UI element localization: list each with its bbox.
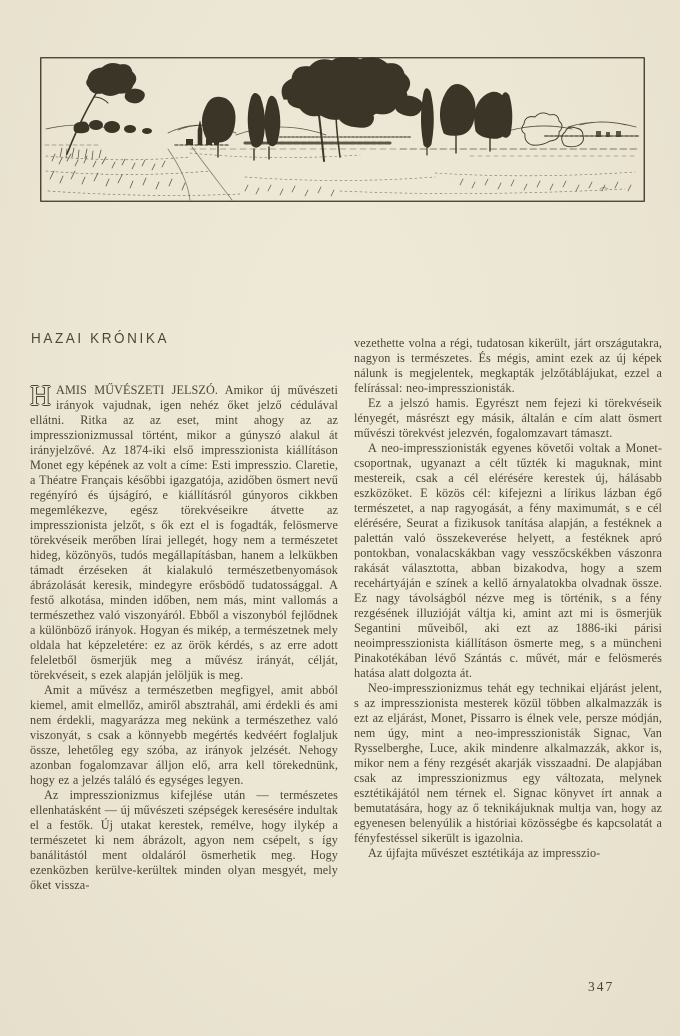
paragraph: Neo-impresszionizmus tehát egy technikai eljárást jelent, s az impresszionista mesterek közül többen alkalmazzák is ezt az eljárást, Monet, Pissarro is élnek vele, persze módján, nem úgy, mint a neo-impresszionisták Signac, Van Rysselberghe, Luce, akik mindenre alkalmazzák, akkor is, mikor nem a fény rezgését akarják visszaadni. De alapjában csak az impresszionizmus egy változata, melynek esztétikájától nem térnek el. Signac könyvet írt annak a bemutatására, hogy az ő teknikájuknak multja van, hogy az egyenesen belenyúlik a históriai közösségbe és kapcsolatát a fényfestéssel sikerült is igazolnia. [354,681,662,845]
left-tree [67,64,144,154]
drop-cap: H [30,380,52,412]
landscape-illustration [40,57,645,202]
bushes [74,120,152,134]
article-right-column [354,336,662,861]
paragraph: Amit a művész a természetben megfigyel, amit abból kiemel, amit elmellőz, amiről absztrahál, ami érdekli és ami nem érdekli, magyarázza meg nekünk a természethez való viszonyát, s csak a könnyebb megértés kedvéért foglaljuk össze, lehetőleg egy szóba, az irányok jelzését. Nehogy azonban fogalomzavar álljon elő, arra kell törekednünk, hogy ez a jelzés találó és egységes legyen. [30,683,338,787]
fields [45,143,638,156]
right-trees [422,84,512,155]
page-number: 347 [588,979,615,994]
section-title: HAZAI KRÓNIKA [31,330,170,347]
outlined-trees [522,113,584,147]
paragraph: A neo-impresszionisták egyenes követői voltak a Monet-csoportnak, ugyanazt a célt tűzték ki maguknak, mint mestereik, csak a cél elérésére kerestek új, hálásabb eszközöket. E közös cél: kifejezni a lírikus lázban égő természetet, a nap ragyogását, a fény maximumát, s e cél elérésére, Seurat a fizikusok tanítása alapján, a festéknek a palettán való összekeverése helyett, a festéknek apró pontokban, vonalacskákban vagy vesszőcskékben vászonra rakását választotta, abban bizakodva, hogy a szem recehártyáján e színek a kellő árnyalatokba olvadnak össze. Ez nagy távolságból nézve meg is történik, s a fény rezgésének illuzióját váltja ki, amint azt mi is ösmerjük Segantini műveiből, aki ezt az 1886-iki párisi neoimpresszionista kiállításon ösmerte meg, s a müncheni Pinakotékában lévő Szántás c. művét, már e felösmerés hatása alatt dolgozta át. [354,441,662,680]
paragraph-text: AMIS MŰVÉSZETI JELSZÓ. Amikor új művészeti irányok vajudnak, igen nehéz őket jelző cédulával ellátni. Ritka az az eset, mint ahogy az az impresszionizmussal történt, mikor a gúnyszó alakul át irányjelzővé. Az 1874-iki első impresszionista kiállításon Monet egy képének az volt a címe: Esti impresszio. Claretie, a Théatre Français későbbi igazgatója, azidőben ösmert nevű regényíró és újságíró, e kiállításról gúnyoros cikkben megemlékezve, egész törekvéseikre átvette az impresszionista jelzőt, s ők ezt el is fogadták, felösmerve törekvéseik merőben lírai jellegét, hogy nem a természetet hideg, közönyös, tudós megállapításban, hanem a lelkükben támadt érzéseken át kialakuló természetbenyomások ábrázolását keresik, mindegyre erősbödő tudatossággal. A festő alkotása, minden időben, nem más, mint vallomás a természethez való viszonyáról. Ebből a viszonyból fejlődnek a különböző irányok. Hogyan és mikép, a természetnek mely oldala hat képzeletére: ez az örök kérdés, s az erre adott feleletből ösmerjük meg a művész irányát, célját, törekvéseit, s ezek alapján jelöljük is meg. [30,383,338,682]
village [175,121,638,145]
article-left-column [30,336,338,893]
foreground [46,147,635,200]
paragraph: Ez a jelszó hamis. Egyrészt nem fejezi ki törekvéseik lényegét, másrészt egy másik, általán e cím alatt ösmert művészi törekvést jelezvén, fogalomzavart támaszt. [354,396,662,440]
paragraph [30,380,338,683]
paragraph: Az impresszionizmus kifejlése után — természetes ellenhatásként — új művészeti szépségek keresésére indultak el a festők. Új utakat kerestek, remélve, hogy ilykép a természetet ki nem ábrázolt, agyon nem csépelt, s így banálitástól ment oldaláról ösmerhetik meg. Hogy ezenközben kerülve-kerültek minden olyan mesgyét, mely őket vissza- [30,788,338,892]
paragraph: Az újfajta művészet esztétikája az impresszio- [368,846,601,860]
paragraph: vezethette volna a régi, tudatosan kikerült, járt országutakra, nagyon is természetes. És mégis, amint ezek az új képek nálunk is megjelentek, megkapták jelzőtáblájukat, ezzel a felírással: neo-impresszionisták. [354,336,662,395]
center-trees [202,57,422,161]
